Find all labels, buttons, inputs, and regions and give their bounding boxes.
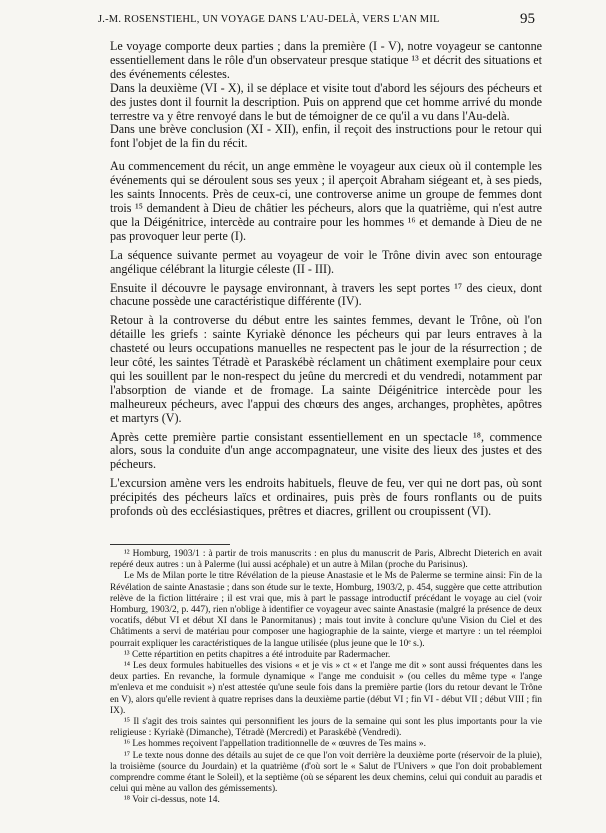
footnote: ¹⁵ Il s'agit des trois saintes qui personnifient les jours de la semaine qui sont les plus importants pour la vie religieuse : Kyriakè (Dimanche), Tétradè (Mercredi) et Paraskébè (Vendredi).: [110, 717, 542, 739]
footnote-divider: [110, 544, 230, 545]
running-title: J.-M. ROSENSTIEHL, UN VOYAGE DANS L'AU-DELÀ, VERS L'AN MIL: [98, 14, 440, 25]
paragraph: Ensuite il découvre le paysage environnant, à travers les sept portes ¹⁷ des cieux, dont chacune possède une caractéristique différente (IV).: [110, 280, 542, 309]
paragraph: Au commencement du récit, un ange emmène le voyageur aux cieux où il contemple les événements qui se déroulent sous ses yeux ; il aperçoit Abraham siégeant et, à ses pieds, les saints Innocents. Près de ceux-ci, une controverse anime un groupe de femmes dont trois ¹⁵ demandent à Dieu de châtier les pécheurs, alors que la quatrième, qui n'est autre que la Déigénitrice, intercède au contraire pour les hommes ¹⁶ et demande à Dieu de ne pas provoquer leur perte (I).: [110, 159, 542, 243]
paragraph: Dans la deuxième (VI - X), il se déplace et visite tout d'abord les séjours des pécheurs et des justes dont il fournit la description. Puis on apprend que cet homme arrivé du monde terrestre va y être renvoyé dans le but de témoigner de ce qu'il a vu dans l'Au-delà.: [110, 80, 542, 123]
footnote: ¹⁷ Le texte nous donne des détails au sujet de ce que l'on voit derrière la deuxième porte (réservoir de la pluie), la troisième (source du Jourdain) et la quatrième (d'où sort le « Salut de l'Univers » que l'on doit probablement comprendre comme étant le Soleil), et la septième (où se séparent les deux chemins, celui qui conduit au paradis et celui qui mène au vallon des gémissements).: [110, 750, 542, 795]
main-text: [110, 40, 542, 519]
footnote: ¹³ Cette répartition en petits chapitres a été introduite par Radermacher.: [124, 649, 391, 660]
footnote: Le Ms de Milan porte le titre Révélation de la pieuse Anastasie et le Ms de Palerme se termine ainsi: Fin de la Révélation de sainte Anastasie ; dans son étude sur le texte, Homburg, 1903/2, p. 454, suggère que cette attribution relève de la fiction littéraire ; il est vrai que, mis à part le passage introductif précédant le voyage au ciel (voir Homburg, 1903/2, p. 447), rien n'oblige à identifier ce voyageur avec sainte Anastasie (malgré la présence de deux vocatifs, début VI et début XI dans le Panormitanus) ; mais tout invite à conclure qu'une Vision du Ciel et des Châtiments a servi de matériau pour composer une hagiographie de la sainte, vierge et martyre : un tel réemploi pourrait expliquer les caractéristiques de la langue utilisée (plus jeune que le 10ᵉ s.).: [110, 571, 542, 649]
paragraph: Après cette première partie consistant essentiellement en un spectacle ¹⁸, commence alors, sous la conduite d'un ange accompagnateur, une visite des lieux des justes et des pécheurs.: [110, 429, 542, 472]
footnote: ¹⁸ Voir ci-dessus, note 14.: [124, 795, 220, 806]
footnote: ¹⁶ Les hommes reçoivent l'appellation traditionnelle de « œuvres de Tes mains ».: [124, 739, 426, 750]
paragraph: Dans une brève conclusion (XI - XII), enfin, il reçoit des instructions pour le retour qui font l'objet de la fin du récit.: [110, 122, 542, 151]
paragraph: La séquence suivante permet au voyageur de voir le Trône divin avec son entourage angélique célébrant la liturgie céleste (II - III).: [110, 247, 542, 276]
footnote: ¹² Homburg, 1903/1 : à partir de trois manuscrits : en plus du manuscrit de Paris, Albrecht Dieterich en avait repéré deux autres : un à Palerme (lui aussi acéphale) et un autre à Milan (proche du Parisinus).: [110, 549, 542, 571]
paragraph: Le voyage comporte deux parties ; dans la première (I - V), notre voyageur se cantonne essentiellement dans le rôle d'un observateur presque statique ¹³ et décrit des situations et des événements célestes.: [110, 39, 542, 81]
paragraph: L'excursion amène vers les endroits habituels, fleuve de feu, ver qui ne dort pas, où sont précipités des pécheurs laïcs et ordinaires, puis près de fours ronflants ou de puits profonds où des ecclésiastiques, prêtres et diacres, grillent ou croupissent (VI).: [110, 476, 542, 519]
paragraph: Retour à la controverse du début entre les saintes femmes, devant le Trône, où l'on détaille les griefs : sainte Kyriakè dénonce les pécheurs qui par leurs entraves à la chasteté ou leurs occupations manuelles ne respectent pas le jour de la résurrection ; de leur côté, les saintes Tétradè et Paraskébè réclament un châtiment exemplaire pour ceux qui les souillent par le non-respect du jeûne du mercredi et du vendredi, notamment par l'absorption de viande et de fromage. La sainte Déigénitrice intercède pour les malheureux pécheurs, avec l'appui des chœurs des anges, archanges, prophètes, apôtres et martyrs (V).: [110, 313, 542, 425]
page-number: 95: [520, 11, 535, 27]
footnote: ¹⁴ Les deux formules habituelles des visions « et je vis » ct « et l'ange me dit » sont aussi fréquentes dans les deux parties. En revanche, la formule dynamique « l'ange me conduisit » (ou celles du même type « l'ange m'enleva et me conduisit ») n'est attestée qu'une seule fois dans la première partie (lors du retour devant le Trône en V), alors qu'elle revient à quatre reprises dans la deuxième partie (début VI ; fin VI - début VII ; début VIII ; fin IX).: [110, 661, 542, 716]
footnotes: [110, 549, 542, 807]
